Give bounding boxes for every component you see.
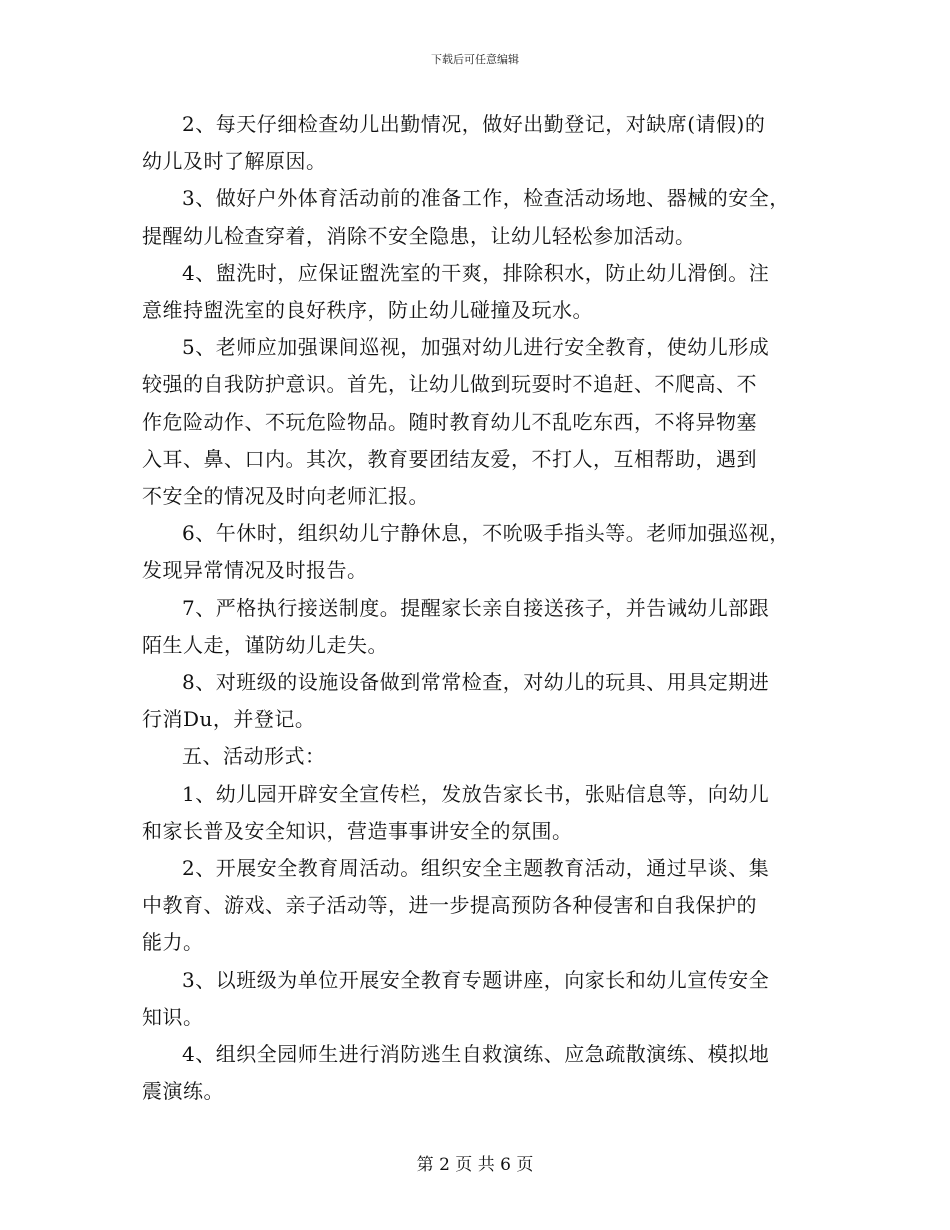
paragraph-1: 2、每天仔细检查幼儿出勤情况，做好出勤登记，对缺席(请假)的 幼儿及时了解原因。: [142, 112, 766, 174]
paragraph-8: 1、幼儿园开辟安全宣传栏，发放告家长书，张贴信息等，向幼儿 和家长普及安全知识，营造事事讲安全的氛围。: [142, 781, 770, 843]
paragraph-9: 2、开展安全教育周活动。组织安全主题教育活动，通过早谈、集 中教育、游戏、亲子活动等，进一步提高预防各种侵害和自我保护的 能力。: [142, 856, 770, 955]
paragraph-10: 3、以班级为单位开展安全教育专题讲座，向家长和幼儿宣传安全 知识。: [142, 967, 770, 1029]
paragraph-4: 5、老师应加强课间巡视，加强对幼儿进行安全教育，使幼儿形成 较强的自我防护意识。首先，让幼儿做到玩耍时不追赶、不爬高、不 作危险动作、不玩危险物品。随时教育幼儿不乱吃东西，不将异物塞 入耳、鼻、口内。其次，教育要团结友爱，不打人，互相帮助，遇到 不安全的情况及时向老师汇报。: [142, 335, 770, 509]
paragraph-3: 4、盥洗时，应保证盥洗室的干爽，排除积水，防止幼儿滑倒。注 意维持盥洗室的良好秩序，防止幼儿碰撞及玩水。: [142, 260, 770, 323]
paragraph-6: 7、严格执行接送制度。提醒家长亲自接送孩子，并告诫幼儿部跟 陌生人走，谨防幼儿走失。: [142, 595, 770, 657]
paragraph-2: 3、做好户外体育活动前的准备工作，检查活动场地、器械的安全， 提醒幼儿检查穿着，消除不安全隐患，让幼儿轻松参加活动。: [142, 186, 790, 248]
section-heading: 五、活动形式：: [182, 744, 326, 769]
page-number-footer: 第 2 页 共 6 页: [416, 1155, 534, 1175]
paragraph-5: 6、午休时，组织幼儿宁静休息，不吮吸手指头等。老师加强巡视， 发现异常情况及时报告。: [142, 521, 790, 583]
paragraph-11: 4、组织全园师生进行消防逃生自救演练、应急疏散演练、模拟地 震演练。: [142, 1042, 770, 1104]
page-header-note: 下载后可任意编辑: [431, 53, 519, 66]
document-body: [142, 106, 810, 1110]
paragraph-7: 8、对班级的设施设备做到常常检查，对幼儿的玩具、用具定期进 行消Du，并登记。: [142, 670, 770, 732]
